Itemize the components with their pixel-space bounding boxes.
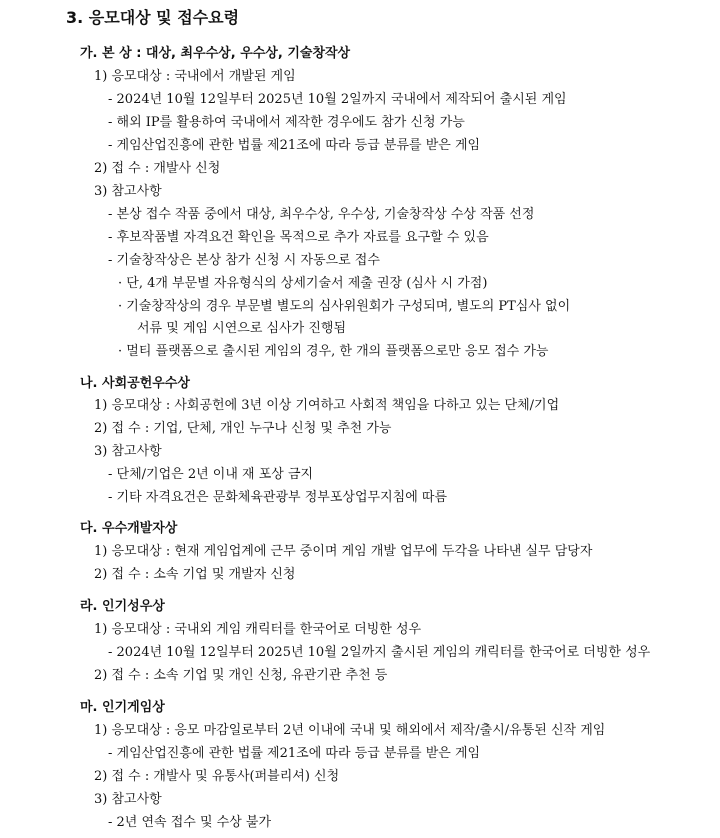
text-line: · 멀티 플랫폼으로 출시된 게임의 경우, 한 개의 플랫폼으로만 응모 접수 가능 — [118, 344, 549, 359]
text-line: 2) 접 수 : 기업, 단체, 개인 누구나 신청 및 추천 가능 — [94, 421, 392, 436]
text-line: - 본상 접수 작품 중에서 대상, 최우수상, 우수상, 기술창작상 수상 작품 선정 — [108, 207, 535, 222]
text-line: - 2024년 10월 12일부터 2025년 10월 2일까지 국내에서 제작되어 출시된 게임 — [108, 92, 567, 107]
text-line: - 기술창작상은 본상 참가 신청 시 자동으로 접수 — [108, 253, 380, 268]
text-line: - 단체/기업은 2년 이내 재 포상 금지 — [108, 467, 314, 482]
text-line: · 기술창작상의 경우 부문별 별도의 심사위원회가 구성되며, 별도의 PT심사 없이 — [118, 299, 571, 314]
section-title: 3. 응모대상 및 접수요령 — [66, 8, 240, 27]
text-line: - 게임산업진흥에 관한 법률 제21조에 따라 등급 분류를 받은 게임 — [108, 746, 481, 761]
text-line: 서류 및 게임 시연으로 심사가 진행됨 — [137, 321, 347, 336]
text-line: - 기타 자격요건은 문화체육관광부 정부포상업무지침에 따름 — [108, 490, 448, 505]
subsection-heading-social-contribution: 나. 사회공헌우수상 — [80, 376, 190, 391]
text-line: · 단, 4개 부문별 자유형식의 상세기술서 제출 권장 (심사 시 가점) — [118, 276, 488, 291]
subsection-heading-developer-award: 다. 우수개발자상 — [80, 521, 178, 536]
text-line: 1) 응모대상 : 현재 게임업계에 근무 중이며 게임 개발 업무에 두각을 나타낸 실무 담당자 — [94, 544, 593, 559]
text-line: - 2년 연속 접수 및 수상 불가 — [108, 815, 272, 830]
text-line: - 해외 IP를 활용하여 국내에서 제작한 경우에도 참가 신청 가능 — [108, 115, 465, 130]
text-line: 3) 참고사항 — [94, 184, 162, 199]
text-line: 2) 접 수 : 개발사 및 유통사(퍼블리셔) 신청 — [94, 769, 340, 784]
text-line: - 게임산업진흥에 관한 법률 제21조에 따라 등급 분류를 받은 게임 — [108, 138, 481, 153]
text-line: 1) 응모대상 : 국내외 게임 캐릭터를 한국어로 더빙한 성우 — [94, 622, 422, 637]
text-line: 3) 참고사항 — [94, 792, 162, 807]
text-line: 1) 응모대상 : 국내에서 개발된 게임 — [94, 69, 296, 84]
text-line: 1) 응모대상 : 응모 마감일로부터 2년 이내에 국내 및 해외에서 제작/출시/유통된 신작 게임 — [94, 723, 606, 738]
text-line: 2) 접 수 : 개발사 신청 — [94, 161, 221, 176]
text-line: 1) 응모대상 : 사회공헌에 3년 이상 기여하고 사회적 책임을 다하고 있는 단체/기업 — [94, 398, 560, 413]
subsection-heading-main-awards: 가. 본 상 : 대상, 최우수상, 우수상, 기술창작상 — [80, 46, 351, 61]
text-line: - 2024년 10월 12일부터 2025년 10월 2일까지 출시된 게임의 캐릭터를 한국어로 더빙한 성우 — [108, 645, 651, 660]
subsection-heading-popular-game-award: 마. 인기게임상 — [80, 700, 165, 715]
text-line: - 후보작품별 자격요건 확인을 목적으로 추가 자료를 요구할 수 있음 — [108, 230, 489, 245]
text-line: 2) 접 수 : 소속 기업 및 개발자 신청 — [94, 567, 296, 582]
text-line: 2) 접 수 : 소속 기업 및 개인 신청, 유관기관 추천 등 — [94, 668, 388, 683]
subsection-heading-voice-actor-award: 라. 인기성우상 — [80, 599, 165, 614]
text-line: 3) 참고사항 — [94, 444, 162, 459]
